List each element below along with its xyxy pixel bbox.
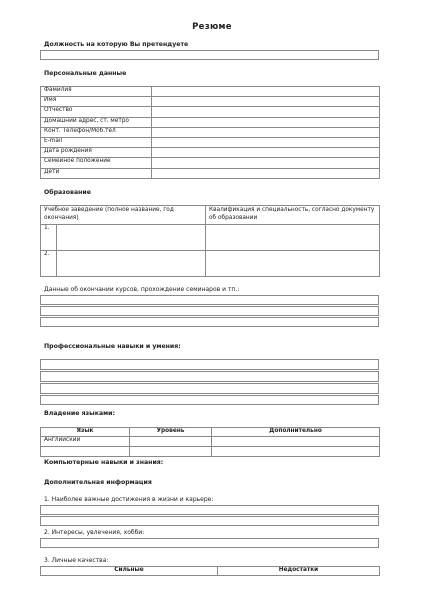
language-additional-cell[interactable] [212,437,380,447]
courses-line[interactable] [40,317,379,327]
personal-row [41,137,380,147]
additional-heading: Дополнительная информация [44,479,152,486]
skills-line[interactable] [40,395,379,405]
languages-table [40,427,380,457]
skills-line[interactable] [40,359,379,370]
skills-line[interactable] [40,371,379,382]
personal-field-input[interactable] [152,87,380,97]
courses-line[interactable] [40,295,379,305]
position-heading: Должность на которую Вы претендуете [44,41,189,48]
personal-row [41,148,380,158]
personal-field-label: Дата рождения [41,148,152,158]
page-title: Резюме [192,22,232,32]
education-col2-header: Квалификация и специальность, согласно документу об образовании [206,206,380,225]
personal-field-label: Дети [41,168,152,178]
qualities-label: 3. Личные качества: [44,557,109,564]
courses-heading: Данные об окончании курсов, прохождение семинаров и тп.: [44,286,240,293]
language-additional-cell[interactable] [212,447,380,457]
achievements-label: 1. Наиболее важные достижения в жизни и карьере: [44,496,214,503]
languages-col-language: Язык [41,428,130,437]
personal-row [41,127,380,137]
education-institution-cell[interactable] [57,251,206,277]
qualities-table [40,566,380,576]
personal-field-input[interactable] [152,97,380,107]
position-field[interactable] [40,50,379,60]
personal-field-label: Имя [41,97,152,107]
language-name-cell[interactable] [41,447,130,457]
education-qualification-cell[interactable] [206,251,380,277]
achievements-line[interactable] [40,516,379,526]
personal-field-label: Фамилия [41,87,152,97]
language-level-cell[interactable] [130,437,212,447]
language-name-cell: Английский [41,437,130,447]
personal-table [40,86,380,179]
education-row-number: 2. [41,251,57,277]
personal-row [41,97,380,107]
personal-row [41,87,380,97]
personal-field-label: Конт. Телефон/Моб.тел [41,127,152,137]
personal-field-input[interactable] [152,127,380,137]
personal-field-label: Семейное положение [41,158,152,168]
languages-col-additional: Дополнительно [212,428,380,437]
personal-field-input[interactable] [152,168,380,178]
personal-field-label: E-mail [41,137,152,147]
education-institution-cell[interactable] [57,225,206,251]
computer-heading: Компьютерные навыки и знания: [44,459,164,466]
education-table [40,205,380,277]
language-level-cell[interactable] [130,447,212,457]
strengths-header: Сильные [41,567,218,576]
education-qualification-cell[interactable] [206,225,380,251]
personal-field-input[interactable] [152,148,380,158]
personal-heading: Персональные данные [44,70,127,77]
courses-line[interactable] [40,306,379,316]
personal-row [41,107,380,117]
personal-row [41,117,380,127]
personal-field-input[interactable] [152,117,380,127]
education-col1-header: Учебное заведение (полное название, год окончания) [41,206,206,225]
languages-col-level: Уровень [130,428,212,437]
skills-line[interactable] [40,383,379,394]
interests-line[interactable] [40,538,379,548]
education-row-number: 1. [41,225,57,251]
languages-heading: Владение языками: [44,410,115,417]
achievements-line[interactable] [40,505,379,515]
weaknesses-header: Недостатки [218,567,380,576]
interests-label: 2. Интересы, увлечения, хобби: [44,529,145,536]
personal-field-input[interactable] [152,158,380,168]
personal-row [41,168,380,178]
personal-field-label: Домашний адрес, ст. метро [41,117,152,127]
skills-heading: Профессиональные навыки и умения: [44,343,181,350]
personal-field-label: Отчество [41,107,152,117]
personal-field-input[interactable] [152,137,380,147]
education-heading: Образование [44,189,91,196]
personal-field-input[interactable] [152,107,380,117]
personal-row [41,158,380,168]
